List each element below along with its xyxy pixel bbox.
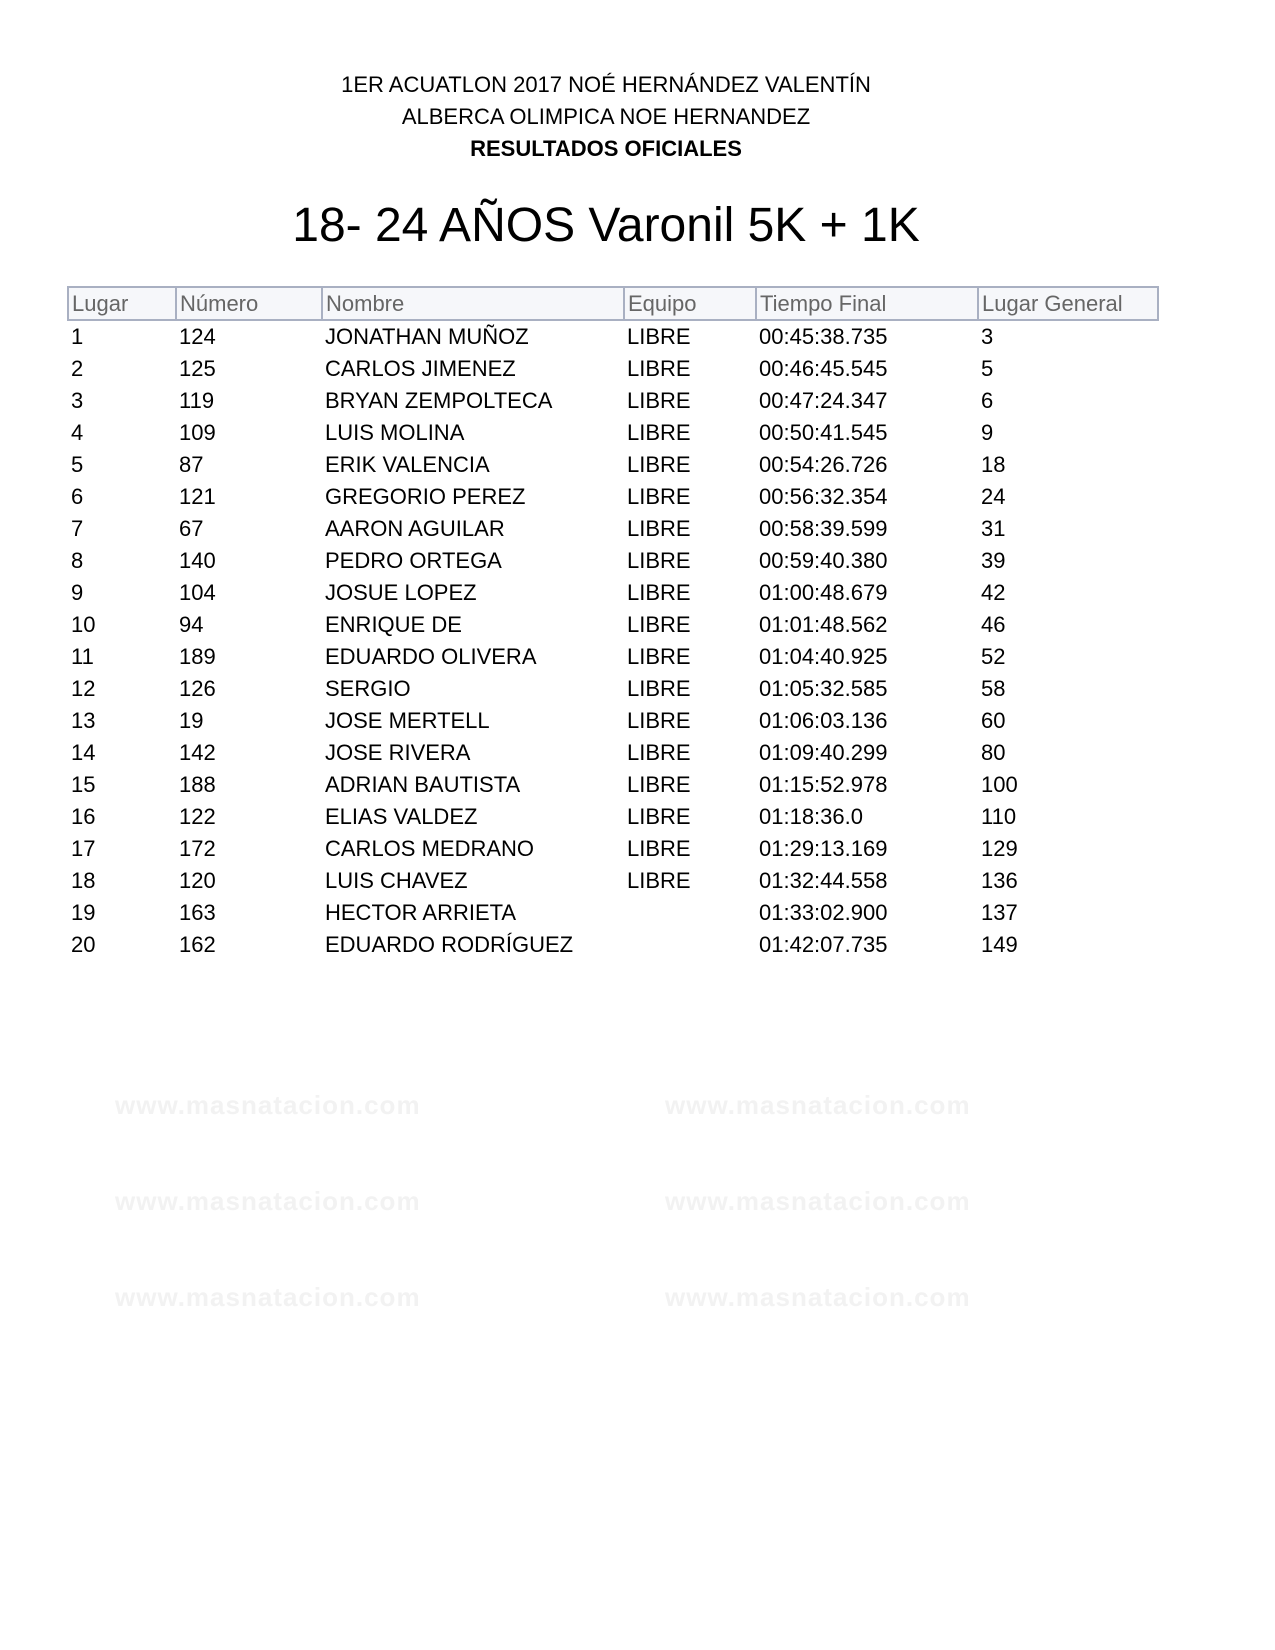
cell-numero: 120 [179, 868, 216, 893]
cell-nombre: CARLOS JIMENEZ [325, 356, 516, 381]
cell-lugar-general: 60 [981, 708, 1006, 733]
cell-tiempo: 01:05:32.585 [759, 676, 888, 701]
cell-equipo: LIBRE [627, 804, 691, 829]
cell-nombre: JOSUE LOPEZ [325, 580, 477, 605]
cell-numero: 119 [179, 388, 215, 413]
cell-equipo: LIBRE [627, 388, 691, 413]
cell-lugar-general: 80 [981, 740, 1006, 765]
cell-nombre: JOSE MERTELL [325, 708, 490, 733]
cell-lugar-general: 110 [981, 804, 1017, 829]
cell-equipo: LIBRE [627, 356, 691, 381]
cell-lugar: 11 [71, 644, 94, 669]
cell-lugar: 10 [71, 612, 96, 637]
cell-nombre: EDUARDO RODRÍGUEZ [325, 932, 574, 957]
cell-lugar-general: 129 [981, 836, 1018, 861]
cell-equipo [624, 897, 756, 929]
cell-equipo: LIBRE [627, 548, 691, 573]
cell-lugar: 14 [71, 740, 96, 765]
cell-lugar: 19 [71, 900, 96, 925]
cell-numero: 124 [179, 324, 216, 349]
table-row [68, 705, 1158, 737]
cell-numero: 94 [179, 612, 204, 637]
cell-equipo: LIBRE [627, 708, 691, 733]
cell-equipo: LIBRE [627, 868, 691, 893]
cell-lugar: 15 [71, 772, 96, 797]
cell-lugar-general: 52 [981, 644, 1006, 669]
cell-tiempo: 01:04:40.925 [759, 644, 888, 669]
cell-lugar-general: 42 [981, 580, 1006, 605]
cell-nombre: LUIS CHAVEZ [325, 868, 468, 893]
cell-lugar: 20 [71, 932, 96, 957]
cell-equipo: LIBRE [627, 452, 691, 477]
table-row [68, 481, 1158, 513]
table-row [68, 545, 1158, 577]
cell-tiempo: 00:59:40.380 [759, 548, 888, 573]
cell-nombre: PEDRO ORTEGA [325, 548, 502, 573]
cell-lugar-general: 5 [981, 356, 994, 381]
cell-lugar-general: 9 [981, 420, 994, 445]
cell-lugar-general: 58 [981, 676, 1006, 701]
cell-lugar: 6 [71, 484, 84, 509]
cell-numero: 140 [179, 548, 216, 573]
cell-equipo: LIBRE [627, 740, 691, 765]
table-row [68, 449, 1158, 481]
col-numero: Número [176, 287, 322, 320]
cell-tiempo: 00:58:39.599 [759, 516, 888, 541]
cell-nombre: AARON AGUILAR [325, 516, 505, 541]
cell-tiempo: 01:18:36.0 [759, 804, 863, 829]
table-row [68, 769, 1158, 801]
cell-nombre: JONATHAN MUÑOZ [325, 324, 529, 349]
cell-nombre: BRYAN ZEMPOLTECA [325, 388, 553, 413]
cell-numero: 189 [179, 644, 216, 669]
cell-equipo: LIBRE [627, 580, 691, 605]
cell-lugar: 1 [71, 324, 84, 349]
cell-tiempo: 01:33:02.900 [759, 900, 888, 925]
cell-tiempo: 00:54:26.726 [759, 452, 888, 477]
results-table [67, 286, 1159, 961]
table-row [68, 673, 1158, 705]
col-lugar-general: Lugar General [978, 287, 1158, 320]
cell-lugar: 12 [71, 676, 96, 701]
cell-tiempo: 01:29:13.169 [759, 836, 888, 861]
cell-tiempo: 00:45:38.735 [759, 324, 888, 349]
cell-numero: 125 [179, 356, 216, 381]
cell-lugar: 7 [71, 516, 84, 541]
watermark: www.masnatacion.com [665, 1090, 971, 1120]
cell-equipo: LIBRE [627, 644, 691, 669]
table-row [68, 609, 1158, 641]
cell-tiempo: 00:46:45.545 [759, 356, 888, 381]
col-nombre: Nombre [322, 287, 624, 320]
cell-tiempo: 00:50:41.545 [759, 420, 888, 445]
cell-numero: 19 [179, 708, 204, 733]
cell-nombre: ELIAS VALDEZ [325, 804, 478, 829]
cell-lugar: 4 [71, 420, 84, 445]
cell-numero: 162 [179, 932, 216, 957]
cell-numero: 172 [179, 836, 216, 861]
cell-nombre: JOSE RIVERA [325, 740, 471, 765]
cell-lugar-general: 24 [981, 484, 1006, 509]
cell-tiempo: 01:42:07.735 [759, 932, 888, 957]
cell-lugar: 16 [71, 804, 96, 829]
cell-equipo: LIBRE [627, 612, 691, 637]
cell-lugar: 9 [71, 580, 84, 605]
cell-tiempo: 01:00:48.679 [759, 580, 888, 605]
cell-nombre: LUIS MOLINA [325, 420, 465, 445]
cell-lugar-general: 3 [981, 324, 994, 349]
cell-lugar-general: 31 [981, 516, 1006, 541]
cell-nombre: HECTOR ARRIETA [325, 900, 517, 925]
cell-equipo: LIBRE [627, 836, 691, 861]
cell-lugar: 13 [71, 708, 96, 733]
cell-tiempo: 01:32:44.558 [759, 868, 888, 893]
cell-equipo: LIBRE [627, 484, 691, 509]
cell-numero: 121 [179, 484, 216, 509]
cell-lugar: 18 [71, 868, 96, 893]
cell-lugar-general: 136 [981, 868, 1018, 893]
table-row [68, 320, 1158, 353]
cell-tiempo: 01:09:40.299 [759, 740, 888, 765]
table-row [68, 641, 1158, 673]
table-row [68, 353, 1158, 385]
cell-numero: 122 [179, 804, 216, 829]
watermark: www.masnatacion.com [115, 1186, 421, 1216]
table-row [68, 385, 1158, 417]
cell-nombre: GREGORIO PEREZ [325, 484, 526, 509]
cell-numero: 87 [179, 452, 204, 477]
cell-lugar-general: 46 [981, 612, 1006, 637]
cell-lugar: 17 [71, 836, 96, 861]
table-row [68, 577, 1158, 609]
cell-nombre: EDUARDO OLIVERA [325, 644, 537, 669]
cell-tiempo: 01:15:52.978 [759, 772, 888, 797]
watermark: www.masnatacion.com [115, 1282, 421, 1312]
cell-numero: 163 [179, 900, 216, 925]
cell-nombre: ADRIAN BAUTISTA [325, 772, 521, 797]
cell-lugar: 2 [71, 356, 84, 381]
category-title: 18- 24 AÑOS Varonil 5K + 1K [292, 199, 920, 252]
table-row [68, 897, 1158, 929]
table-row [68, 865, 1158, 897]
cell-numero: 109 [179, 420, 216, 445]
watermark: www.masnatacion.com [665, 1186, 971, 1216]
cell-equipo: LIBRE [627, 772, 691, 797]
cell-nombre: SERGIO [325, 676, 411, 701]
results-label: RESULTADOS OFICIALES [470, 136, 742, 161]
cell-lugar-general: 149 [981, 932, 1018, 957]
cell-equipo: LIBRE [627, 516, 691, 541]
cell-equipo: LIBRE [627, 324, 691, 349]
watermark: www.masnatacion.com [665, 1282, 971, 1312]
cell-lugar-general: 137 [981, 900, 1018, 925]
cell-numero: 188 [179, 772, 216, 797]
cell-numero: 67 [179, 516, 204, 541]
cell-equipo [624, 929, 756, 961]
cell-nombre: ERIK VALENCIA [325, 452, 490, 477]
cell-lugar-general: 39 [981, 548, 1006, 573]
watermark: www.masnatacion.com [115, 1090, 421, 1120]
cell-tiempo: 01:06:03.136 [759, 708, 888, 733]
table-row [68, 737, 1158, 769]
table-row [68, 833, 1158, 865]
table-row [68, 513, 1158, 545]
cell-lugar-general: 100 [981, 772, 1018, 797]
venue: ALBERCA OLIMPICA NOE HERNANDEZ [401, 104, 811, 129]
col-lugar: Lugar [68, 287, 176, 320]
cell-numero: 142 [179, 740, 216, 765]
table-row [68, 801, 1158, 833]
cell-tiempo: 01:01:48.562 [759, 612, 888, 637]
cell-nombre: CARLOS MEDRANO [325, 836, 535, 861]
cell-lugar: 5 [71, 452, 84, 477]
col-tiempo: Tiempo Final [756, 287, 978, 320]
cell-numero: 126 [179, 676, 216, 701]
cell-equipo: LIBRE [627, 676, 691, 701]
col-equipo: Equipo [624, 287, 756, 320]
table-row [68, 929, 1158, 961]
cell-lugar: 3 [71, 388, 84, 413]
cell-lugar-general: 18 [981, 452, 1006, 477]
cell-tiempo: 00:56:32.354 [759, 484, 888, 509]
event-title: 1ER ACUATLON 2017 NOÉ HERNÁNDEZ VALENTÍN [341, 72, 871, 97]
cell-tiempo: 00:47:24.347 [759, 388, 888, 413]
cell-equipo: LIBRE [627, 420, 691, 445]
cell-lugar-general: 6 [981, 388, 994, 413]
cell-nombre: ENRIQUE DE [325, 612, 462, 637]
cell-lugar: 8 [71, 548, 84, 573]
table-row [68, 417, 1158, 449]
cell-numero: 104 [179, 580, 216, 605]
